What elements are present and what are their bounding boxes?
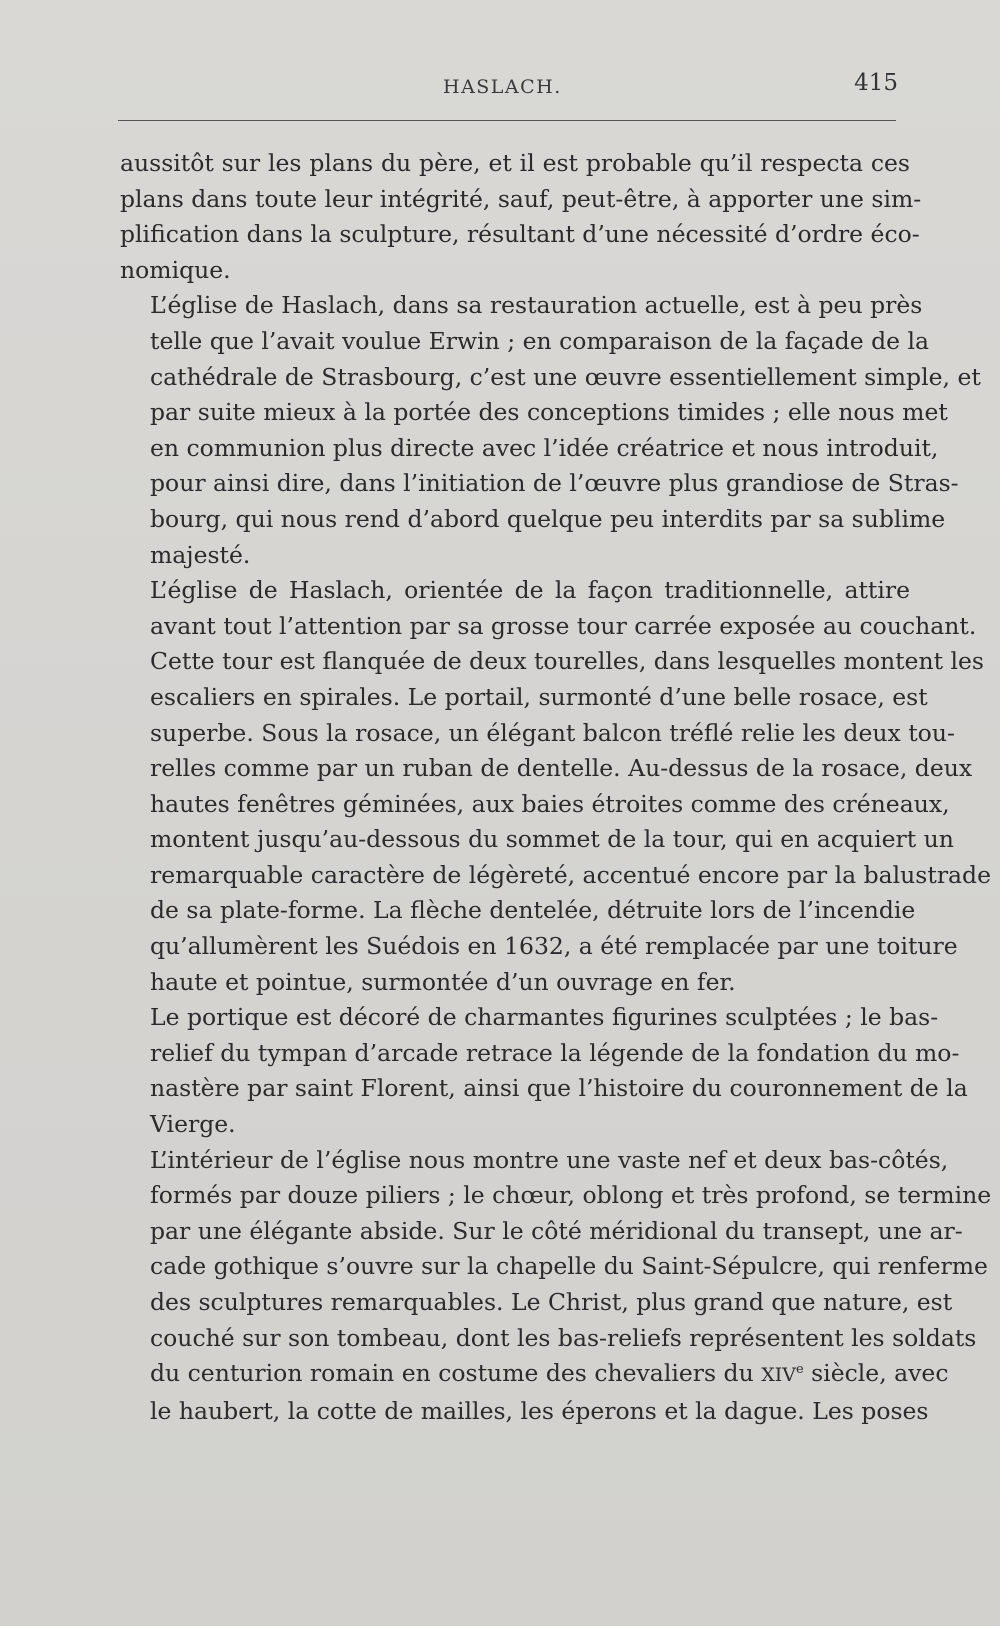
- text-line: cade gothique s’ouvre sur la chapelle du Saint-Sépulcre, qui renferme: [150, 1252, 988, 1281]
- text-line: de sa plate-forme. La flèche dentelée, détruite lors de l’incendie: [150, 896, 916, 925]
- text-segment: siècle, avec: [803, 1359, 949, 1388]
- text-line: pour ainsi dire, dans l’initiation de l’œuvre plus grandiose de Stras-: [150, 469, 959, 498]
- text-line: des sculptures remarquables. Le Christ, plus grand que nature, est: [150, 1288, 953, 1316]
- running-title: HASLACH.: [443, 76, 562, 98]
- text-line: telle que l’avait voulue Erwin ; en comparaison de la façade de la: [150, 326, 930, 355]
- text-line: relief du tympan d’arcade retrace la légende de la fondation du mo-: [150, 1038, 960, 1067]
- text-line: par suite mieux à la portée des conceptions timides ; elle nous met: [150, 398, 948, 427]
- text-line: nastère par saint Florent, ainsi que l’histoire du couronnement de la: [150, 1074, 968, 1103]
- paragraph: [120, 1143, 992, 1430]
- text-line: Cette tour est flanquée de deux tourelles, dans lesquelles montent les: [150, 647, 984, 676]
- text-line: par une élégante abside. Sur le côté méridional du transept, une ar-: [150, 1216, 963, 1245]
- text-line: couché sur son tombeau, dont les bas-reliefs représentent les soldats: [150, 1323, 977, 1352]
- text-line: cathédrale de Strasbourg, c’est une œuvre essentiellement simple, et: [150, 362, 981, 391]
- text-line: Le portique est décoré de charmantes figurines sculptées ; le bas-: [150, 1003, 939, 1032]
- text-line: superbe. Sous la rosace, un élégant balcon tréflé relie les deux tou-: [150, 718, 955, 747]
- header-rule: [118, 120, 896, 121]
- paragraph: [120, 1000, 968, 1142]
- text-line: nomique.: [120, 255, 231, 284]
- paragraph: [120, 573, 992, 1000]
- text-line: avant tout l’attention par sa grosse tour carrée exposée au couchant.: [150, 611, 977, 640]
- text-line: plification dans la sculpture, résultant d’une nécessité d’ordre éco-: [120, 220, 920, 249]
- body-text: [120, 146, 992, 1429]
- text-line: aussitôt sur les plans du père, et il est probable qu’il respecta ces: [120, 149, 910, 177]
- text-line: haute et pointue, surmontée d’un ouvrage en fer.: [150, 967, 736, 996]
- running-head: [118, 70, 898, 110]
- text-line: qu’allumèrent les Suédois en 1632, a été remplacée par une toiture: [150, 932, 958, 961]
- text-line: escaliers en spirales. Le portail, surmonté d’une belle rosace, est: [150, 682, 928, 711]
- text-line: [120, 1356, 949, 1394]
- text-line: remarquable caractère de légèreté, accentué encore par la balustrade: [150, 860, 992, 889]
- page-number: 415: [854, 70, 898, 96]
- superscript: e: [795, 1362, 804, 1378]
- text-line: le haubert, la cotte de mailles, les éperons et la dague. Les poses: [150, 1396, 929, 1425]
- text-line: L’église de Haslach, orientée de la façon traditionnelle, attire: [150, 576, 910, 605]
- century-numeral: XIV: [761, 1364, 796, 1387]
- paragraph: [120, 146, 922, 288]
- text-line: Vierge.: [150, 1110, 236, 1139]
- text-line: formés par douze piliers ; le chœur, oblong et très profond, se termine: [150, 1181, 992, 1210]
- text-line: montent jusqu’au-dessous du sommet de la tour, qui en acquiert un: [150, 825, 954, 854]
- text-segment: du centurion romain en costume des chevaliers du: [150, 1359, 762, 1388]
- text-line: bourg, qui nous rend d’abord quelque peu interdits par sa sublime: [150, 504, 946, 533]
- text-line: en communion plus directe avec l’idée créatrice et nous introduit,: [150, 433, 939, 462]
- paragraph: [120, 288, 981, 573]
- text-line: plans dans toute leur intégrité, sauf, peut-être, à apporter une sim-: [120, 184, 922, 213]
- text-line: hautes fenêtres géminées, aux baies étroites comme des créneaux,: [150, 789, 950, 818]
- text-line: majesté.: [150, 540, 251, 569]
- text-line: L’église de Haslach, dans sa restauration actuelle, est à peu près: [150, 291, 923, 320]
- text-line: L’intérieur de l’église nous montre une vaste nef et deux bas-côtés,: [150, 1145, 949, 1174]
- text-line: relles comme par un ruban de dentelle. Au-dessus de la rosace, deux: [150, 754, 973, 783]
